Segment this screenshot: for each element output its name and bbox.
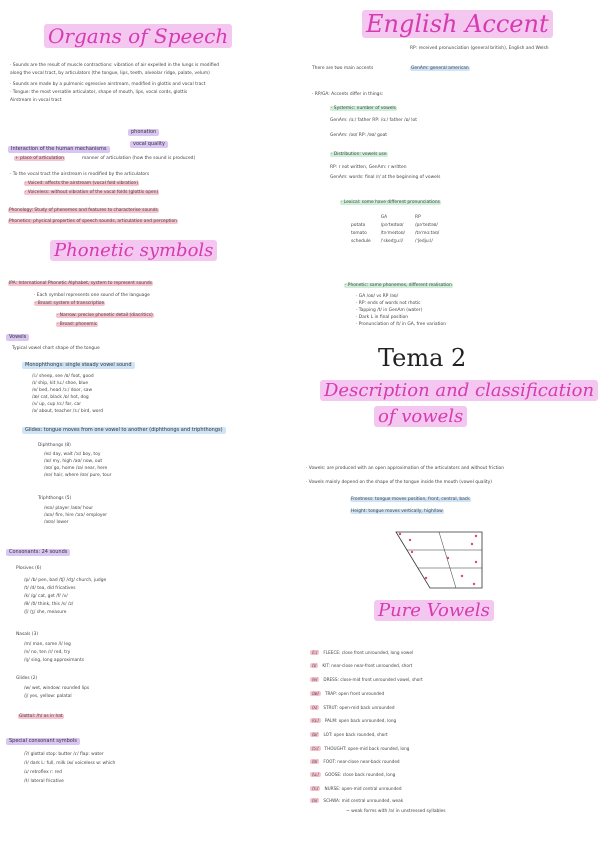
diff-row-5: RP: r not written, GenAm: r written bbox=[330, 165, 407, 170]
nasals-label: Nasals (3) bbox=[16, 632, 39, 637]
monoph-row-3: /e/ bed, head /ɔː/ door, saw bbox=[32, 388, 93, 393]
phonetic-row-4: · Dark L in final position bbox=[356, 315, 409, 320]
vowel-dot bbox=[425, 577, 427, 579]
list-item: /ɒ/ LOT: open back rounded, short bbox=[312, 732, 388, 737]
diff-row-6: GenAm: words: final /r/ at the beginning of vowels bbox=[330, 175, 441, 180]
vowel-quadrilateral bbox=[382, 526, 492, 596]
vowel-dot bbox=[411, 551, 413, 553]
lexical-table bbox=[346, 213, 444, 245]
vowel-dot bbox=[399, 533, 401, 535]
diph-row-1: /eɪ/ day, wait /ɔɪ/ boy, toy bbox=[44, 452, 101, 457]
vowels-chip: Vowels bbox=[6, 334, 29, 341]
phonation-chip: phonation bbox=[128, 129, 159, 136]
list-item: /uː/ GOOSE: close back rounded, long bbox=[312, 772, 396, 777]
list-item: /ɪ/ KIT: near-close near-front unrounded, short bbox=[312, 663, 413, 668]
phonetic-row-3: · Tapping /t/ in GenAm (water) bbox=[356, 308, 423, 313]
phonetic-row-1: · GA /oʊ/ vs RP /əʊ/ bbox=[356, 294, 399, 299]
title-organs-of-speech: Organs of Speech bbox=[44, 24, 232, 48]
vowel-dot bbox=[461, 575, 463, 577]
list-item: /ɔː/ THOUGHT: open-mid back rounded, long bbox=[312, 746, 410, 751]
list-item: /ɜː/ NURSE: open-mid central unrounded bbox=[312, 786, 402, 791]
table-header-row bbox=[346, 213, 444, 221]
manner-line: manner of articulation (how the sound is produced) bbox=[82, 156, 196, 161]
vowel-dot bbox=[475, 535, 477, 537]
glottal-line: Glottal: /h/ as in hat bbox=[19, 714, 63, 719]
monoph-row-5: /ʌ/ up, cup /ɑː/ far, car bbox=[32, 402, 82, 407]
diphthongs-label: Diphthongs (8) bbox=[38, 443, 71, 448]
phonetics-line: Phonetics: physical properties of speech sounds, articulation and perception bbox=[9, 219, 177, 224]
vowel-dot bbox=[475, 561, 477, 563]
plosive-row-2: /t/ /d/ tea, did fricatives bbox=[24, 586, 76, 591]
ipa-line-4: · Narrow: precise phonetic detail (diacritics) bbox=[57, 313, 153, 318]
ipa-line-2: · Each symbol represents one sound of the language bbox=[34, 293, 150, 298]
table-header-ga: GA bbox=[380, 214, 388, 220]
height-line: Height: tongue moves vertically, high/low bbox=[351, 509, 443, 514]
organs-line-1: · Sounds are the result of muscle contractions: vibration of air expelled in the lungs is modified bbox=[10, 63, 220, 68]
ipa-line-3: · Broad: system of transcription bbox=[35, 301, 105, 306]
glides-chip: Glides: tongue moves from one vowel to another (diphthongs and triphthongs) bbox=[22, 427, 226, 434]
vowel-line-1: · Vowels: are produced with an open approximation of the articulators and without friction bbox=[306, 466, 505, 471]
nasal-row-1: /m/ man, some /l/ leg bbox=[24, 642, 71, 647]
phonetic-label: · Phonetic: same phonemes, different realisation bbox=[345, 283, 452, 288]
special-row-4: /ɬ/ lateral fricative bbox=[24, 779, 64, 784]
genam-line: GenAm: general american bbox=[411, 66, 469, 71]
plosive-row-3: /k/ /g/ cat, get /f/ /v/ bbox=[24, 594, 68, 599]
title-phonetic-symbols: Phonetic symbols bbox=[50, 240, 217, 261]
diph-row-3: /əʊ/ go, home /ɪə/ near, here bbox=[44, 466, 108, 471]
rp-line: RP: received pronunciation (general british), English and Welsh bbox=[410, 46, 549, 51]
vocal-line-2: · Voiced: affects the airstream (vocal fold vibration) bbox=[25, 181, 139, 186]
diff-row-1: · Systemic: number of vowels bbox=[331, 106, 396, 111]
special-row-2: /ɫ/ dark L: full, milk /ʍ/ voiceless w: which bbox=[24, 761, 116, 766]
nasal-row-2: /n/ no, ten /r/ red, try bbox=[24, 650, 71, 655]
final-note: ~ weak forms with /ə/ in unstressed syllables bbox=[346, 809, 446, 814]
title-english-accent: English Accent bbox=[362, 10, 553, 38]
list-item: /ʌ/ STRUT: open-mid back unrounded bbox=[312, 705, 395, 710]
glide2-row-1: /w/ wet, window: rounded lips bbox=[24, 686, 90, 691]
phonology-line: Phonology: Study of phonemes and features to characterise sounds bbox=[9, 208, 158, 213]
table-row: potato /pəˈteɪtoʊ/ /pəˈteɪtəʊ/ bbox=[351, 222, 438, 228]
monophthongs-chip: Monophthongs: single steady vowel sound bbox=[22, 362, 135, 369]
organs-line-5: Airstream in vocal tract bbox=[10, 98, 62, 103]
diph-row-4: /eə/ hair, where /ʊə/ pure, tour bbox=[44, 473, 112, 478]
list-item: /ɑː/ PALM: open back unrounded, long bbox=[312, 718, 397, 723]
list-item: /iː/ FLEECE: close front unrounded, long vowel bbox=[312, 650, 414, 655]
plosive-row-1: /p/ /b/ pen, bad /tʃ/ /dʒ/ church, judge bbox=[24, 578, 107, 583]
organs-line-3: · Sounds are made by a pulmonic egressive airstream, modified in glottis and vocal tract bbox=[10, 82, 206, 87]
plosive-row-5: /ʃ/ /ʒ/ she, measure bbox=[24, 610, 67, 615]
title-pure-vowels: Pure Vowels bbox=[374, 600, 494, 621]
monoph-row-1: /iː/ sheep, see /ʊ/ foot, good bbox=[32, 374, 94, 379]
phonetic-row-2: · RP: ends of words not rhotic bbox=[356, 301, 421, 306]
list-item: /ə/ SCHWA: mid central unrounded, weak bbox=[312, 798, 404, 803]
list-item: /e/ DRESS: close-mid front unrounded vowel, short bbox=[312, 677, 423, 682]
gridline-central bbox=[439, 532, 456, 588]
rp-diff-label: · RP/GA: Accents differ in things: bbox=[312, 92, 384, 97]
diph-row-2: /aɪ/ my, high /aʊ/ now, out bbox=[44, 459, 103, 464]
accent-line: There are two main accents bbox=[312, 66, 374, 71]
ipa-line-1: IPA: International Phonetic Alphabet, system to represent sounds bbox=[9, 281, 152, 286]
place-line bbox=[14, 156, 65, 161]
title-of-vowels: of vowels bbox=[374, 406, 467, 427]
interaction-chip: Interaction of the human mechanisms bbox=[8, 146, 110, 153]
triph-row-3: /əʊə/ lower bbox=[44, 520, 69, 525]
glides2-label: Glides (2) bbox=[16, 676, 38, 681]
table-row: tomato /təˈmeɪtoʊ/ /təˈmɑːtəʊ/ bbox=[351, 230, 440, 236]
special-row-3: /ɹ/ retroflex r: red bbox=[24, 770, 62, 775]
special-row-1: /ʔ/ glottal stop: butter /ɾ/ flap: water bbox=[24, 752, 104, 757]
table-row: schedule /ˈskedʒuːl/ /ˈʃedjuːl/ bbox=[351, 238, 433, 244]
monoph-row-2: /ɪ/ ship, kit /uː/ shoe, blue bbox=[32, 381, 89, 386]
place-tag: + place of articulation bbox=[15, 156, 64, 161]
monoph-row-6: /ə/ about, teacher /ɜː/ bird, word bbox=[32, 409, 104, 414]
nasal-row-3: /ŋ/ sing, long approximants bbox=[24, 658, 84, 663]
table-header-rp: RP bbox=[415, 214, 421, 220]
vowel-dot bbox=[447, 557, 449, 559]
vowels-sub: Typical vowel chart shape of the tongue bbox=[12, 346, 100, 351]
consonants-chip: Consonants: 24 sounds bbox=[6, 549, 70, 556]
title-description-classification: Description and classification bbox=[320, 380, 598, 401]
ipa-line-5: · Broad: phonemic bbox=[57, 322, 98, 327]
diff-row-3: GenAm: /oʊ/ RP: /əʊ/ goat bbox=[330, 133, 388, 138]
diff-row-4: · Distribution: vowels use bbox=[331, 152, 387, 157]
lexical-line: · Lexical: some have different pronunciations bbox=[341, 200, 440, 205]
monoph-row-4: /æ/ cat, black /ɒ/ hot, dog bbox=[32, 395, 89, 400]
tema-heading: Tema 2 bbox=[378, 344, 467, 372]
list-item: /æ/ TRAP: open front unrounded bbox=[312, 691, 385, 696]
vowel-dot bbox=[409, 539, 411, 541]
triphthongs-label: Triphthongs (5) bbox=[38, 496, 72, 501]
vowel-line-2: · Vowels mainly depend on the shape of the tongue inside the mouth (vowel quality) bbox=[306, 480, 492, 485]
vowel-dot bbox=[471, 543, 473, 545]
vowel-dot bbox=[473, 583, 475, 585]
plosives-label: Plosives (6) bbox=[16, 566, 42, 571]
organs-line-2: along the vocal tract, by articulators (the tongue, lips, teeth, alveolar ridge, palate, velum) bbox=[10, 71, 210, 76]
diff-row-2: GenAm: /ɑː/ father RP: /ɑː/ father /ɒ/ lot bbox=[330, 118, 417, 123]
organs-line-4: · Tongue: the most versatile articulator, shape of mouth, lips, vocal cords, glottis bbox=[10, 90, 188, 95]
phonetic-row-5: · Pronunciation of /t/ in GA, free variation bbox=[356, 322, 447, 327]
triph-row-1: /eɪə/ player /aʊə/ hour bbox=[44, 506, 94, 511]
vocal-line-1: · To the vocal tract the airstream is modified by the articulators bbox=[10, 172, 150, 177]
list-item: /ʊ/ FOOT: near-close near-back rounded bbox=[312, 759, 400, 764]
frontness-line: Frontness: tongue moves position, front, central, back bbox=[351, 497, 470, 502]
vocal-line-3: · Voiceless: without vibration of the vocal folds (glottis open) bbox=[25, 190, 159, 195]
plosive-row-4: /θ/ /ð/ think, this /s/ /z/ bbox=[24, 602, 74, 607]
special-consonants-chip: Special consonant symbols bbox=[6, 738, 80, 745]
triph-row-2: /aɪə/ fire, hire /ɔɪə/ employer bbox=[44, 513, 108, 518]
voice-quality-chip: vocal quality bbox=[130, 141, 168, 148]
glide2-row-2: /j/ yes, yellow: palatal bbox=[24, 694, 72, 699]
